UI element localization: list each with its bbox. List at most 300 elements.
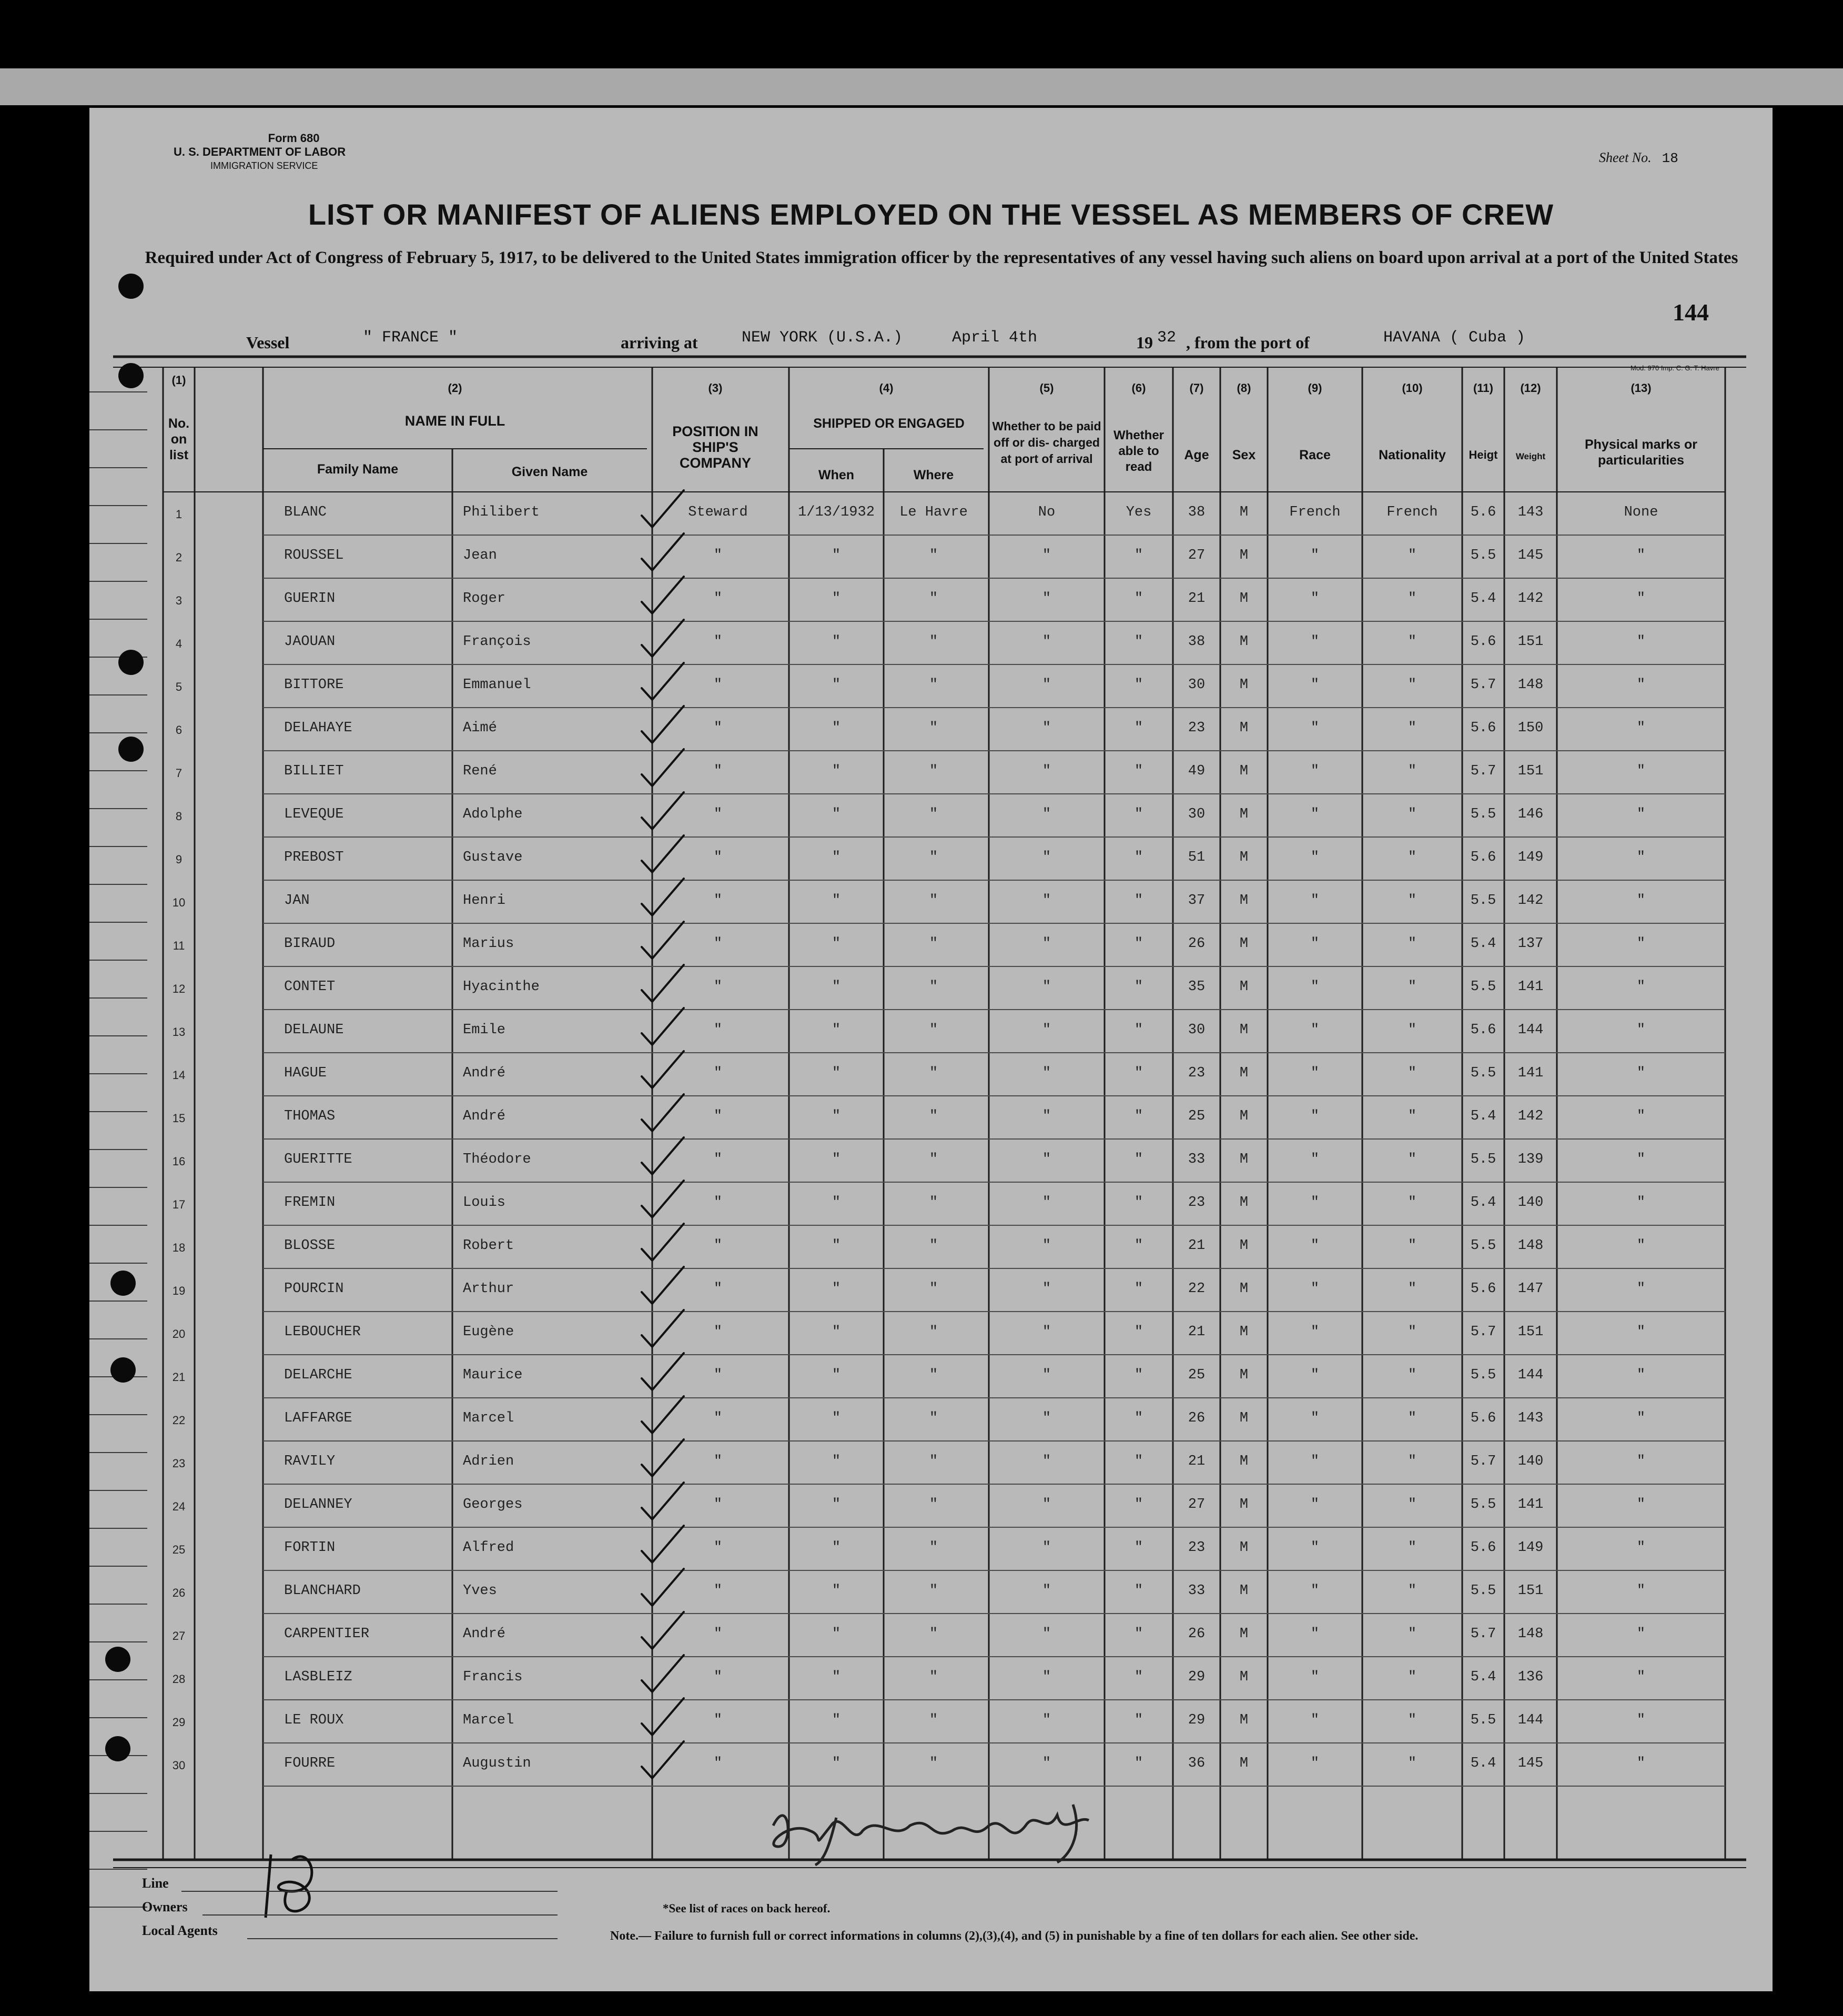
engaged-where-cell: " (929, 807, 938, 822)
nationality-cell: French (1386, 505, 1438, 520)
race-cell: " (1310, 1108, 1320, 1124)
race-cell: " (1310, 1712, 1320, 1728)
engaged-when-cell: " (832, 720, 841, 736)
row-number-cell: 26 (172, 1586, 186, 1599)
physical-marks-cell: None (1624, 505, 1658, 520)
nationality-cell: " (1407, 1324, 1417, 1340)
able-to-read-cell: " (1134, 1497, 1143, 1513)
nationality-cell: " (1407, 1756, 1417, 1771)
age-cell: 25 (1188, 1367, 1206, 1383)
sex-cell: M (1239, 1410, 1249, 1426)
given-name-cell: Arthur (463, 1281, 514, 1297)
physical-marks-cell: " (1636, 1152, 1646, 1167)
age-cell: 21 (1188, 1454, 1206, 1469)
able-to-read-cell: " (1134, 893, 1143, 909)
engaged-when-cell: " (832, 1669, 841, 1685)
race-cell: " (1310, 1669, 1320, 1685)
height-cell: 5.5 (1470, 1712, 1496, 1728)
row-number-cell: 19 (172, 1284, 186, 1297)
engaged-where-cell: " (929, 548, 938, 563)
sheet-number-value: 18 (1662, 150, 1678, 166)
engaged-where-cell: " (929, 1152, 938, 1167)
row-number-cell: 18 (172, 1241, 186, 1254)
col-13-number: (13) (1631, 381, 1652, 395)
weight-cell: 143 (1517, 1410, 1544, 1426)
race-cell: " (1310, 1195, 1320, 1211)
paid-off-cell: " (1042, 1367, 1051, 1383)
physical-marks-cell: " (1636, 1022, 1646, 1038)
race-cell: " (1310, 591, 1320, 607)
row-number-cell: 16 (172, 1155, 186, 1168)
height-cell: 5.5 (1470, 1367, 1496, 1383)
row-number-cell: 12 (172, 982, 186, 995)
race-cell: " (1310, 979, 1320, 995)
row-number-cell: 8 (175, 810, 183, 823)
given-name-cell: Hyacinthe (463, 979, 540, 995)
engaged-where-cell: " (929, 1540, 938, 1556)
col-8-number: (8) (1237, 381, 1251, 395)
physical-marks-cell: " (1636, 1669, 1646, 1685)
race-cell: " (1310, 1238, 1320, 1254)
year-prefix: 19 (1136, 333, 1153, 352)
paid-off-cell: " (1042, 1108, 1051, 1124)
footer-line-label: Line (142, 1876, 169, 1891)
sex-cell: M (1239, 1152, 1249, 1167)
weight-cell: 147 (1517, 1281, 1544, 1297)
weight-cell: 151 (1517, 1583, 1544, 1599)
weight-cell: 151 (1517, 634, 1544, 650)
position-cell: " (713, 1238, 723, 1254)
physical-marks-cell: " (1636, 720, 1646, 736)
nationality-cell: " (1407, 1497, 1417, 1513)
from-port-label: , from the port of (1186, 333, 1310, 352)
sheet-number-label: Sheet No. (1599, 150, 1652, 165)
race-cell: " (1310, 1022, 1320, 1038)
physical-marks-cell: " (1636, 1065, 1646, 1081)
physical-marks-cell: " (1636, 936, 1646, 952)
paid-off-cell: " (1042, 634, 1051, 650)
header-physical-marks: Physical marks or particularities (1584, 437, 1697, 468)
family-name-cell: CARPENTIER (284, 1626, 370, 1642)
able-to-read-cell: " (1134, 1238, 1143, 1254)
physical-marks-cell: " (1636, 763, 1646, 779)
weight-cell: 146 (1517, 807, 1544, 822)
engaged-when-cell: " (832, 1497, 841, 1513)
able-to-read-cell: " (1134, 936, 1143, 952)
weight-cell: 148 (1517, 1238, 1544, 1254)
race-cell: " (1310, 1497, 1320, 1513)
weight-cell: 149 (1517, 850, 1544, 865)
height-cell: 5.5 (1470, 807, 1496, 822)
given-name-cell: Yves (463, 1583, 497, 1599)
arrival-date: April 4th (952, 329, 1038, 347)
position-cell: " (713, 1065, 723, 1081)
able-to-read-cell: Yes (1126, 505, 1152, 520)
col-4-number: (4) (879, 381, 894, 395)
engaged-where-cell: " (929, 1022, 938, 1038)
engaged-where-cell: " (929, 893, 938, 909)
family-name-cell: CONTET (284, 979, 336, 995)
weight-cell: 149 (1517, 1540, 1544, 1556)
engaged-where-cell: " (929, 677, 938, 693)
race-cell: " (1310, 720, 1320, 736)
header-where: Where (913, 468, 954, 482)
able-to-read-cell: " (1134, 720, 1143, 736)
given-name-cell: Marcel (463, 1410, 514, 1426)
height-cell: 5.5 (1470, 1065, 1496, 1081)
family-name-cell: BITTORE (284, 677, 344, 693)
sex-cell: M (1239, 634, 1249, 650)
race-cell: French (1289, 505, 1341, 520)
given-name-cell: André (463, 1108, 506, 1124)
given-name-cell: Jean (463, 548, 497, 563)
given-name-cell: Gustave (463, 850, 523, 865)
col-12-number: (12) (1520, 381, 1541, 395)
col-3-number: (3) (708, 381, 723, 395)
paid-off-cell: " (1042, 1281, 1051, 1297)
weight-cell: 144 (1517, 1367, 1544, 1383)
engaged-where-cell: " (929, 720, 938, 736)
able-to-read-cell: " (1134, 807, 1143, 822)
weight-cell: 142 (1517, 1108, 1544, 1124)
age-cell: 30 (1188, 1022, 1206, 1038)
height-cell: 5.6 (1470, 1022, 1496, 1038)
row-number-cell: 28 (172, 1672, 186, 1686)
height-cell: 5.7 (1470, 677, 1496, 693)
physical-marks-cell: " (1636, 1195, 1646, 1211)
row-number-cell: 10 (172, 896, 186, 909)
height-cell: 5.5 (1470, 893, 1496, 909)
col-9-number: (9) (1308, 381, 1322, 395)
physical-marks-cell: " (1636, 548, 1646, 563)
race-cell: " (1310, 1756, 1320, 1771)
sex-cell: M (1239, 1540, 1249, 1556)
engaged-where-cell: " (929, 591, 938, 607)
able-to-read-cell: " (1134, 1669, 1143, 1685)
position-cell: " (713, 1324, 723, 1340)
nationality-cell: " (1407, 1238, 1417, 1254)
position-cell: " (713, 1626, 723, 1642)
given-name-cell: André (463, 1626, 506, 1642)
header-age: Age (1184, 448, 1209, 462)
engaged-when-cell: " (832, 677, 841, 693)
given-name-cell: Marcel (463, 1712, 514, 1728)
physical-marks-cell: " (1636, 1497, 1646, 1513)
physical-marks-cell: " (1636, 1281, 1646, 1297)
race-cell: " (1310, 1281, 1320, 1297)
nationality-cell: " (1407, 936, 1417, 952)
able-to-read-cell: " (1134, 634, 1143, 650)
age-cell: 26 (1188, 1626, 1206, 1642)
height-cell: 5.4 (1470, 1669, 1496, 1685)
engaged-where-cell: " (929, 1669, 938, 1685)
engaged-where-cell: Le Havre (899, 505, 968, 520)
engaged-when-cell: " (832, 807, 841, 822)
sex-cell: M (1239, 1065, 1249, 1081)
engaged-when-cell: " (832, 1195, 841, 1211)
sex-cell: M (1239, 1669, 1249, 1685)
able-to-read-cell: " (1134, 591, 1143, 607)
engaged-when-cell: " (832, 634, 841, 650)
engaged-where-cell: " (929, 850, 938, 865)
weight-cell: 142 (1517, 591, 1544, 607)
engaged-where-cell: " (929, 1324, 938, 1340)
sex-cell: M (1239, 893, 1249, 909)
physical-marks-cell: " (1636, 1238, 1646, 1254)
nationality-cell: " (1407, 1367, 1417, 1383)
weight-cell: 141 (1517, 1497, 1544, 1513)
department-name: U. S. DEPARTMENT OF LABOR (174, 145, 346, 158)
engaged-where-cell: " (929, 634, 938, 650)
position-cell: " (713, 1367, 723, 1383)
paid-off-cell: " (1042, 1669, 1051, 1685)
weight-cell: 148 (1517, 677, 1544, 693)
position-cell: " (713, 979, 723, 995)
nationality-cell: " (1407, 1626, 1417, 1642)
able-to-read-cell: " (1134, 1626, 1143, 1642)
engaged-where-cell: " (929, 1454, 938, 1469)
position-cell: " (713, 936, 723, 952)
binder-hole (118, 274, 144, 299)
header-able-read: Whether able to read (1113, 428, 1164, 474)
physical-marks-cell: " (1636, 1454, 1646, 1469)
paid-off-cell: No (1038, 505, 1056, 520)
physical-marks-cell: " (1636, 1324, 1646, 1340)
nationality-cell: " (1407, 591, 1417, 607)
row-number-cell: 13 (172, 1025, 186, 1039)
able-to-read-cell: " (1134, 1022, 1143, 1038)
weight-cell: 140 (1517, 1195, 1544, 1211)
row-number-cell: 30 (172, 1759, 186, 1772)
scan-edge-strip (0, 68, 1843, 105)
engaged-when-cell: " (832, 1065, 841, 1081)
engaged-when-cell: " (832, 763, 841, 779)
sex-cell: M (1239, 1497, 1249, 1513)
physical-marks-cell: " (1636, 1410, 1646, 1426)
family-name-cell: BLOSSE (284, 1238, 336, 1254)
age-cell: 21 (1188, 1324, 1206, 1340)
printer-mark: Mod. 970 Imp. C. G. T. Havre (1631, 364, 1719, 372)
nationality-cell: " (1407, 807, 1417, 822)
physical-marks-cell: " (1636, 1108, 1646, 1124)
row-number-cell: 25 (172, 1543, 186, 1556)
age-cell: 23 (1188, 1540, 1206, 1556)
race-cell: " (1310, 936, 1320, 952)
nationality-cell: " (1407, 1065, 1417, 1081)
sex-cell: M (1239, 1712, 1249, 1728)
engaged-where-cell: " (929, 1065, 938, 1081)
able-to-read-cell: " (1134, 1583, 1143, 1599)
nationality-cell: " (1407, 763, 1417, 779)
sex-cell: M (1239, 1756, 1249, 1771)
given-name-cell: Maurice (463, 1367, 523, 1383)
age-cell: 37 (1188, 893, 1206, 909)
paid-off-cell: " (1042, 1626, 1051, 1642)
able-to-read-cell: " (1134, 677, 1143, 693)
sex-cell: M (1239, 505, 1249, 520)
family-name-cell: FOURRE (284, 1756, 336, 1771)
engaged-when-cell: " (832, 1367, 841, 1383)
race-cell: " (1310, 1540, 1320, 1556)
able-to-read-cell: " (1134, 1540, 1143, 1556)
row-number-cell: 9 (175, 853, 183, 866)
row-number-cell: 11 (173, 939, 185, 952)
height-cell: 5.7 (1470, 763, 1496, 779)
paid-off-cell: " (1042, 1324, 1051, 1340)
age-cell: 26 (1188, 1410, 1206, 1426)
paid-off-cell: " (1042, 936, 1051, 952)
engaged-where-cell: " (929, 1756, 938, 1771)
engaged-when-cell: " (832, 591, 841, 607)
header-nationality: Nationality (1379, 448, 1446, 462)
family-name-cell: JAN (284, 893, 310, 909)
engaged-when-cell: " (832, 548, 841, 563)
family-name-cell: LE ROUX (284, 1712, 344, 1728)
paid-off-cell: " (1042, 979, 1051, 995)
paid-off-cell: " (1042, 763, 1051, 779)
race-cell: " (1310, 1065, 1320, 1081)
height-cell: 5.4 (1470, 1195, 1496, 1211)
engaged-where-cell: " (929, 1410, 938, 1426)
paid-off-cell: " (1042, 1540, 1051, 1556)
physical-marks-cell: " (1636, 1626, 1646, 1642)
engaged-when-cell: " (832, 1324, 841, 1340)
nationality-cell: " (1407, 1540, 1417, 1556)
paid-off-cell: " (1042, 1238, 1051, 1254)
age-cell: 22 (1188, 1281, 1206, 1297)
given-name-cell: René (463, 763, 497, 779)
nationality-cell: " (1407, 1022, 1417, 1038)
race-cell: " (1310, 893, 1320, 909)
family-name-cell: DELAHAYE (284, 720, 352, 736)
sex-cell: M (1239, 1108, 1249, 1124)
position-cell: " (713, 591, 723, 607)
paid-off-cell: " (1042, 1410, 1051, 1426)
position-cell: " (713, 850, 723, 865)
sex-cell: M (1239, 1238, 1249, 1254)
height-cell: 5.4 (1470, 936, 1496, 952)
position-cell: Steward (688, 505, 748, 520)
weight-cell: 137 (1517, 936, 1544, 952)
engaged-when-cell: " (832, 1540, 841, 1556)
sex-cell: M (1239, 1626, 1249, 1642)
paid-off-cell: " (1042, 807, 1051, 822)
age-cell: 26 (1188, 936, 1206, 952)
race-cell: " (1310, 634, 1320, 650)
footer-owners-label: Owners (142, 1899, 188, 1914)
engaged-when-cell: " (832, 1152, 841, 1167)
row-number-cell: 6 (175, 723, 183, 737)
paid-off-cell: " (1042, 1065, 1051, 1081)
height-cell: 5.7 (1470, 1454, 1496, 1469)
engaged-where-cell: " (929, 1497, 938, 1513)
form-number: Form 680 (268, 132, 320, 145)
height-cell: 5.4 (1470, 1756, 1496, 1771)
family-name-cell: LEBOUCHER (284, 1324, 361, 1340)
sex-cell: M (1239, 850, 1249, 865)
able-to-read-cell: " (1134, 1108, 1143, 1124)
position-cell: " (713, 1497, 723, 1513)
given-name-cell: Adolphe (463, 807, 523, 822)
engaged-when-cell: 1/13/1932 (798, 505, 875, 520)
engaged-when-cell: " (832, 979, 841, 995)
engaged-when-cell: " (832, 936, 841, 952)
weight-cell: 150 (1517, 720, 1544, 736)
vessel-name: " FRANCE " (363, 329, 458, 347)
physical-marks-cell: " (1636, 1756, 1646, 1771)
age-cell: 38 (1188, 505, 1206, 520)
penalty-note: Note.— Failure to furnish full or correct informations in columns (2),(3),(4), and (5) in punishable by a fine of ten dollars for each alien. See other side. (610, 1929, 1419, 1943)
position-cell: " (713, 634, 723, 650)
header-race: Race (1299, 448, 1331, 462)
race-cell: " (1310, 1626, 1320, 1642)
given-name-cell: André (463, 1065, 506, 1081)
paid-off-cell: " (1042, 1497, 1051, 1513)
given-name-cell: Louis (463, 1195, 506, 1211)
race-cell: " (1310, 1583, 1320, 1599)
sex-cell: M (1239, 1281, 1249, 1297)
given-name-cell: Aimé (463, 720, 497, 736)
given-name-cell: François (463, 634, 531, 650)
service-name: IMMIGRATION SERVICE (210, 160, 318, 171)
age-cell: 23 (1188, 720, 1206, 736)
given-name-cell: Eugène (463, 1324, 514, 1340)
height-cell: 5.6 (1470, 1281, 1496, 1297)
header-when: When (818, 468, 855, 482)
sex-cell: M (1239, 1022, 1249, 1038)
weight-cell: 142 (1517, 893, 1544, 909)
physical-marks-cell: " (1636, 979, 1646, 995)
family-name-cell: ROUSSEL (284, 548, 344, 563)
races-note: *See list of races on back hereof. (663, 1902, 831, 1915)
row-number-cell: 2 (175, 551, 183, 564)
age-cell: 29 (1188, 1712, 1206, 1728)
family-name-cell: HAGUE (284, 1065, 327, 1081)
able-to-read-cell: " (1134, 1065, 1143, 1081)
col-7-number: (7) (1189, 381, 1204, 395)
col-2-number: (2) (448, 381, 462, 395)
sex-cell: M (1239, 936, 1249, 952)
weight-cell: 140 (1517, 1454, 1544, 1469)
height-cell: 5.7 (1470, 1324, 1496, 1340)
given-name-cell: Emile (463, 1022, 506, 1038)
able-to-read-cell: " (1134, 1410, 1143, 1426)
family-name-cell: LEVEQUE (284, 807, 344, 822)
sex-cell: M (1239, 1454, 1249, 1469)
paid-off-cell: " (1042, 1152, 1051, 1167)
col-6-number: (6) (1131, 381, 1146, 395)
nationality-cell: " (1407, 1410, 1417, 1426)
nationality-cell: " (1407, 720, 1417, 736)
able-to-read-cell: " (1134, 1281, 1143, 1297)
given-name-cell: Robert (463, 1238, 514, 1254)
age-cell: 30 (1188, 677, 1206, 693)
sex-cell: M (1239, 677, 1249, 693)
age-cell: 25 (1188, 1108, 1206, 1124)
family-name-cell: GUERIN (284, 591, 336, 607)
age-cell: 51 (1188, 850, 1206, 865)
weight-cell: 151 (1517, 1324, 1544, 1340)
position-cell: " (713, 1410, 723, 1426)
paid-off-cell: " (1042, 1756, 1051, 1771)
engaged-when-cell: " (832, 1410, 841, 1426)
engaged-when-cell: " (832, 1238, 841, 1254)
engaged-where-cell: " (929, 1367, 938, 1383)
able-to-read-cell: " (1134, 1712, 1143, 1728)
height-cell: 5.7 (1470, 1626, 1496, 1642)
engaged-where-cell: " (929, 1281, 938, 1297)
nationality-cell: " (1407, 1195, 1417, 1211)
